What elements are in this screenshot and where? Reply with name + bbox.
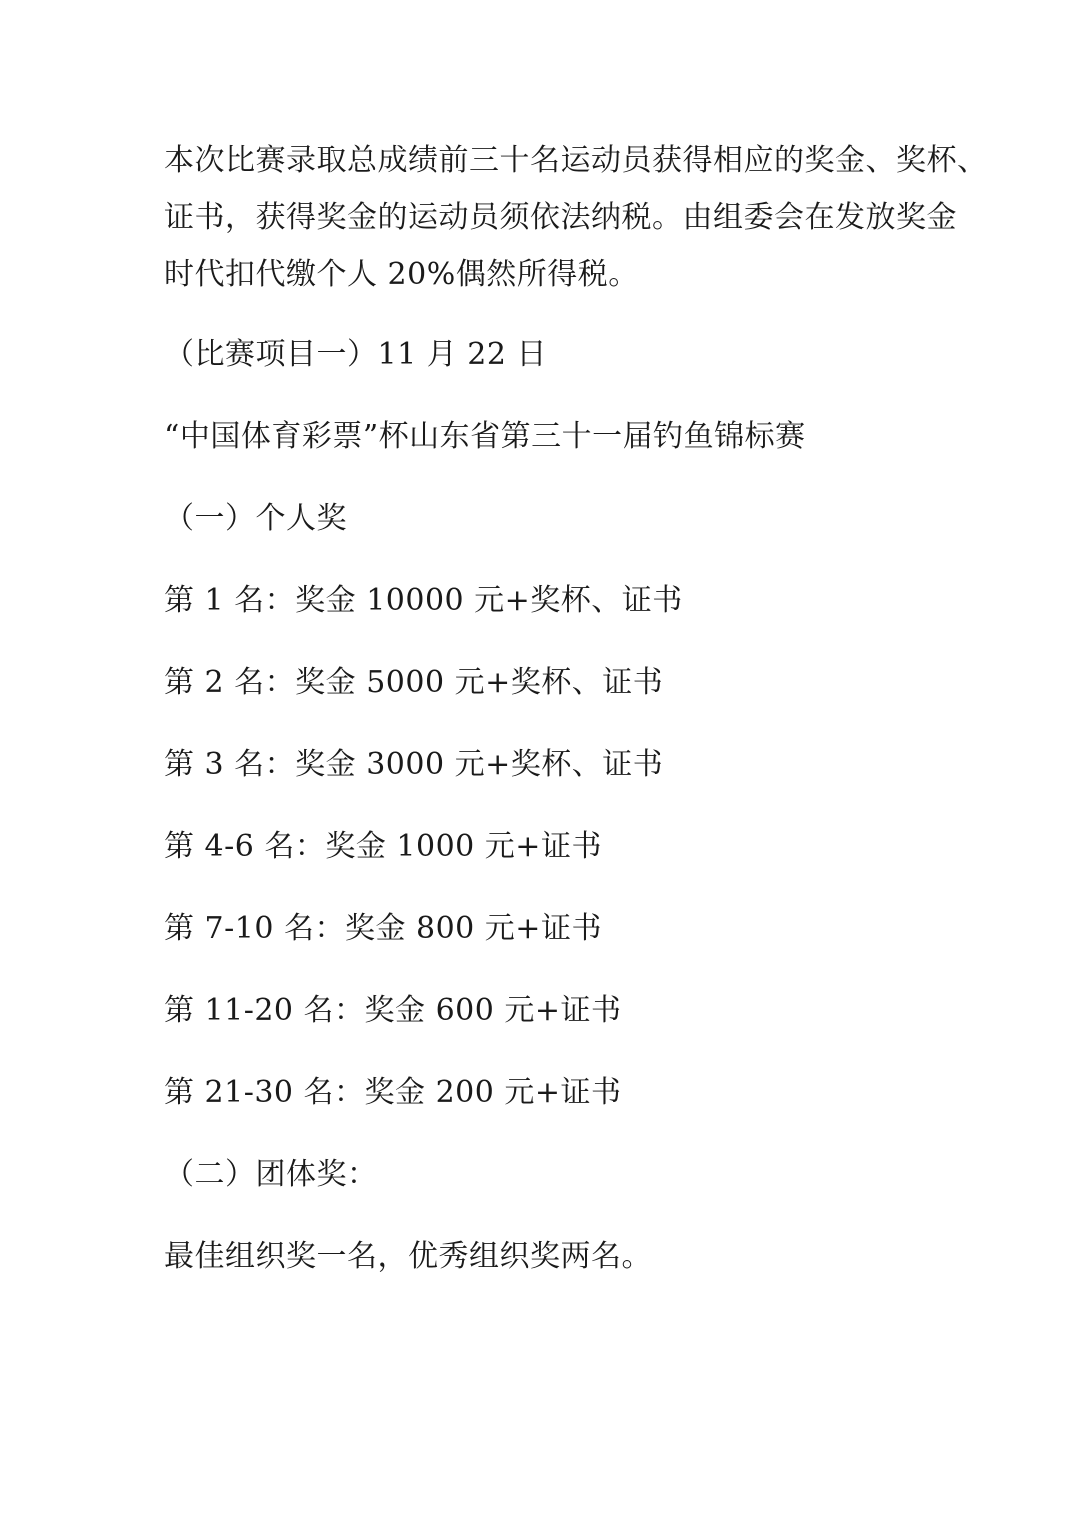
individual-award-heading: （一）个人奖 [164,501,347,536]
award-line: 第 2 名：奖金 5000 元+奖杯、证书 [164,665,664,700]
award-line: 第 4-6 名：奖金 1000 元+证书 [164,829,602,864]
award-line: 第 11-20 名：奖金 600 元+证书 [164,993,622,1028]
intro-paragraph [164,132,988,303]
award-line: 第 3 名：奖金 3000 元+奖杯、证书 [164,747,664,782]
intro-line: 证书，获得奖金的运动员须依法纳税。由组委会在发放奖金 [164,200,957,235]
team-award-text: 最佳组织奖一名，优秀组织奖两名。 [164,1239,652,1274]
event-title: “中国体育彩票”杯山东省第三十一届钓鱼锦标赛 [164,419,806,454]
team-award-heading: （二）团体奖： [164,1157,378,1192]
intro-line: 本次比赛录取总成绩前三十名运动员获得相应的奖金、奖杯、 [164,143,988,178]
intro-line: 时代扣代缴个人 20%偶然所得税。 [164,257,639,292]
award-line: 第 7-10 名：奖金 800 元+证书 [164,911,602,946]
event-date: （比赛项目一）11 月 22 日 [164,337,547,372]
award-line: 第 1 名：奖金 10000 元+奖杯、证书 [164,583,683,618]
award-line: 第 21-30 名：奖金 200 元+证书 [164,1075,622,1110]
